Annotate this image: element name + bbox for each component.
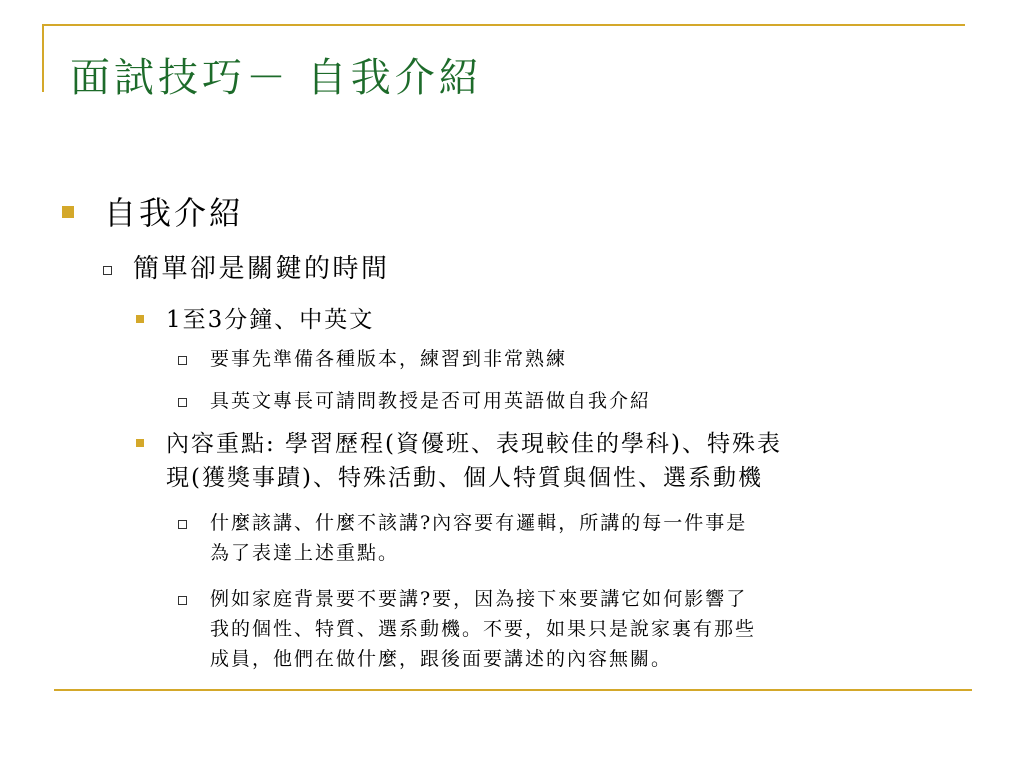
square-bullet-icon [62, 206, 74, 218]
slide-title: 面試技巧－ 自我介紹 [70, 55, 483, 101]
bullet-text: 1至3分鐘、中英文 [166, 307, 375, 333]
bullet-level4-english-intro [178, 386, 651, 416]
square-bullet-icon [136, 315, 144, 323]
hollow-square-bullet-icon [178, 596, 187, 605]
top-divider-line [42, 24, 965, 26]
bullet-text: 具英文專長可請問教授是否可用英語做自我介紹 [210, 390, 652, 412]
left-accent-line [42, 24, 44, 92]
bullet-level2-key-time [103, 252, 390, 286]
bullet-text: 自我介紹 [104, 194, 245, 232]
bullet-text: 內容重點: 學習歷程(資優班、表現較佳的學科)、特殊表 現(獲獎事蹟)、特殊活動、個人特質與個性、選系動機 [166, 431, 783, 491]
bullet-text: 例如家庭背景要不要講?要，因為接下來要講它如何影響了 我的個性、特質、選系動機。不要，如果只是說家裏有那些 成員，他們在做什麼，跟後面要講述的內容無關。 [210, 588, 757, 670]
bullet-level4-family-example [178, 584, 756, 674]
bullet-text: 要事先準備各種版本，練習到非常熟練 [210, 348, 568, 370]
bullet-level4-what-to-say [178, 508, 747, 568]
bullet-text: 簡單卻是關鍵的時間 [133, 254, 390, 284]
square-bullet-icon [136, 439, 144, 447]
bullet-level1-self-introduction [62, 193, 244, 233]
bullet-level3-duration [136, 303, 374, 337]
bullet-text: 什麼該講、什麼不該講?內容要有邏輯，所講的每一件事是 為了表達上述重點。 [210, 512, 748, 564]
hollow-square-bullet-icon [178, 398, 187, 407]
bottom-divider-line [54, 689, 972, 691]
hollow-square-bullet-icon [103, 266, 112, 275]
hollow-square-bullet-icon [178, 520, 187, 529]
bullet-level4-practice-versions [178, 344, 567, 374]
hollow-square-bullet-icon [178, 356, 187, 365]
bullet-level3-content-focus [136, 427, 782, 495]
